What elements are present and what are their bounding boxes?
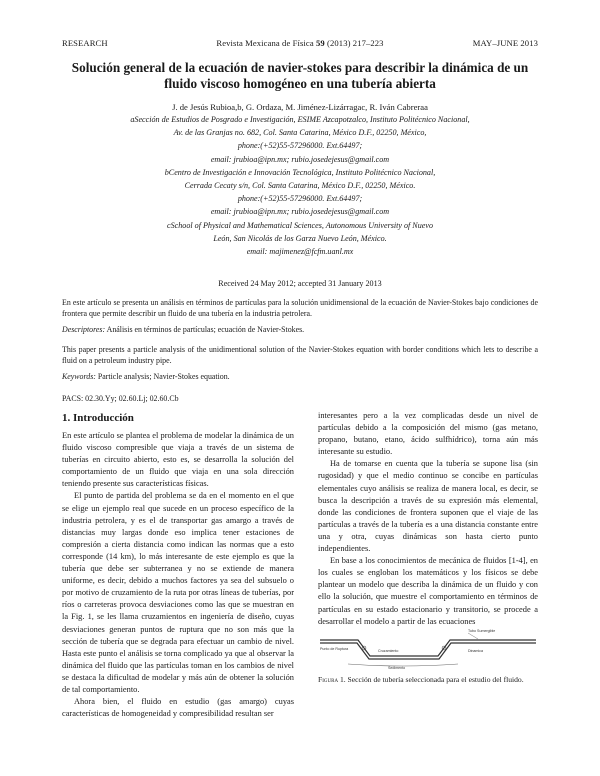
paragraph: El punto de partida del problema se da en el momento en el que se elige un ejemplo real que sucede en un proceso específico de la industria petrolera, y es el de transportar gas amargo a través de distancias muy largas donde eso implica tener estaciones de compresión a cierta distancia como indican las normas que a esto corresponde (14 km), lo más interesante de este ejemplo es que la tubería que debe ser subterranea y no se extiende de manera uniforme, es decir, debido a muchos factores ya sea del subsuelo o por motivo de cruzamiento de la ruta por otras líneas de tuberías, por ríos o carreteras provoca desviaciones como las que se muestran en la Fig. 1, se les llama cruzamientos en ingeniería de diseño, cuyas desviaciones generan puntos de ruptura que no son más que la sección de tubería que se degrada para efectuar un cambio de nivel. Hasta este punto el análisis se torna complicado ya que al observar la dinámica del fluido que las partículas toman en los cambios de nivel se destaca la dificultad de modelar y más aún de obtener la solución de tal comportamiento. <box>62 491 294 694</box>
figure-label: Cruzamiento <box>378 649 399 653</box>
running-header-section: RESEARCH <box>62 38 108 48</box>
paragraph: En este artículo se plantea el problema de modelar la dinámica de un fluido viscoso compresible que viaja a través de un sistema de tuberías en circuito abierto, esto es, se desarrolla la solución del comportamiento de un fluido que viaja en una sola dirección teniendo presente sus características físicas. <box>62 431 294 489</box>
affiliation-line: aSección de Estudios de Posgrado e Investigación, ESIME Azcapotzalco, Instituto Politécnico Nacional, <box>130 115 470 124</box>
affiliation-line: Av. de las Granjas no. 682, Col. Santa Catarina, México D.F., 02250, México, <box>173 128 427 138</box>
section-title: 1. Introducción <box>62 412 134 424</box>
paragraph: interesantes pero a la vez complicadas desde un nivel de partículas debido a la composición del mismo (gas metano, propano, butano, etano, ácido sulfhídrico), torna aún más interesante su estudio. <box>318 411 538 457</box>
abstract-spanish: En este artículo se presenta un análisis en términos de partículas para la solución unidimensional de la ecuación de Navier-Stokes bajo condiciones de frontera que permite describir un fluido de una tubería en la industria petrolera. <box>62 298 538 318</box>
figure-background <box>318 628 538 670</box>
figure-label: Tubo Sumergible <box>468 629 496 633</box>
paragraph: Ha de tomarse en cuenta que la tubería se supone lisa (sin rugosidad) y que el medio continuo se concibe en partículas elementales cuyo análisis se realiza de manera local, es decir, se busca la descripción a través de su expresión más elemental, donde las condiciones de frontera suponen que el viaje de las partículas a través de la tubería es a una distancia constante entre una y otra, cuyas dinámicas son hasta cierto punto independientes. <box>318 459 538 554</box>
affiliation-line: phone:(+52)55-57296000. Ext.64497; <box>237 194 363 204</box>
running-header-journal: Revista Mexicana de Física 59 (2013) 217–223 <box>216 38 384 48</box>
affiliation-line: cSchool of Physical and Mathematical Sciences, Autonomous University of Nuevo <box>167 220 433 230</box>
affiliation-line: email: majimenez@fcfm.uanl.mx <box>246 247 354 257</box>
body-column-right <box>318 410 538 628</box>
affiliation-line: email: jrubioa@ipn.mx; rubio.josedejesus@gmail.com <box>210 154 390 164</box>
body-column-left <box>62 430 294 720</box>
affiliations <box>90 113 510 258</box>
affiliation-line: Cerrada Cecaty s/n, Col. Santa Catarina, México D.F., 02250, México. <box>184 181 416 191</box>
affiliation-line: bCentro de Investigación e Innovación Tecnológica, Instituto Politécnico Nacional, <box>164 167 436 177</box>
affiliation-line: León, San Nicolás de los Garza Nuevo León, México. <box>213 233 387 243</box>
received-dates: Received 24 May 2012; accepted 31 January 2013 <box>218 279 382 288</box>
figure-caption: Figura 1. Sección de tubería seleccionada para el estudio del fluido. <box>318 675 524 684</box>
figure-label: Sedimento <box>388 666 406 670</box>
paragraph: Ahora bien, el fluido en estudio (gas amargo) cuyas características de homogeneidad y compresibilidad resultan ser <box>62 697 294 719</box>
abstract-english: This paper presents a particle analysis of the unidimentional solution of the Navier-Stokes equation with border conditions which lets to describe a fluid on a petroleum industry pipe. <box>62 345 538 365</box>
pipe-crossing-figure <box>318 628 538 670</box>
keywords: Keywords: Particle analysis; Navier-Stokes equation. <box>62 372 230 381</box>
running-header-date: MAY–JUNE 2013 <box>472 38 538 48</box>
pacs-codes: PACS: 02.30.Yy; 02.60.Lj; 02.60.Cb <box>62 394 179 403</box>
paper-title: Solución general de la ecuación de navier-stokes para describir la dinámica de un fluido viscoso homogéneo en una tubería abierta <box>71 60 529 91</box>
affiliation-line: email: jrubioa@ipn.mx; rubio.josedejesus@gmail.com <box>210 207 390 217</box>
figure-label: Dinamica <box>468 649 483 653</box>
descriptores: Descriptores: Análisis en términos de partículas; ecuación de Navier-Stokes. <box>62 325 305 334</box>
figure-label: Punto de Ruptura <box>320 647 349 651</box>
paragraph: En base a los conocimientos de mecánica de fluidos [1-4], en los cuales se engloban los matemáticos y los físicos se debe plantear un modelo que describa la dinámica de un fluido y con ello la solución, que muestre el comportamiento en términos de partículas en su estado estacionario y transitorio, se procede a desarrollar el modelo a partir de las ecuaciones <box>318 556 538 626</box>
author-list: J. de Jesús Rubioa,b, G. Ordaza, M. Jiménez-Lizárragac, R. Iván Cabreraa <box>172 102 428 112</box>
affiliation-line: phone:(+52)55-57296000. Ext.64497; <box>237 141 363 151</box>
